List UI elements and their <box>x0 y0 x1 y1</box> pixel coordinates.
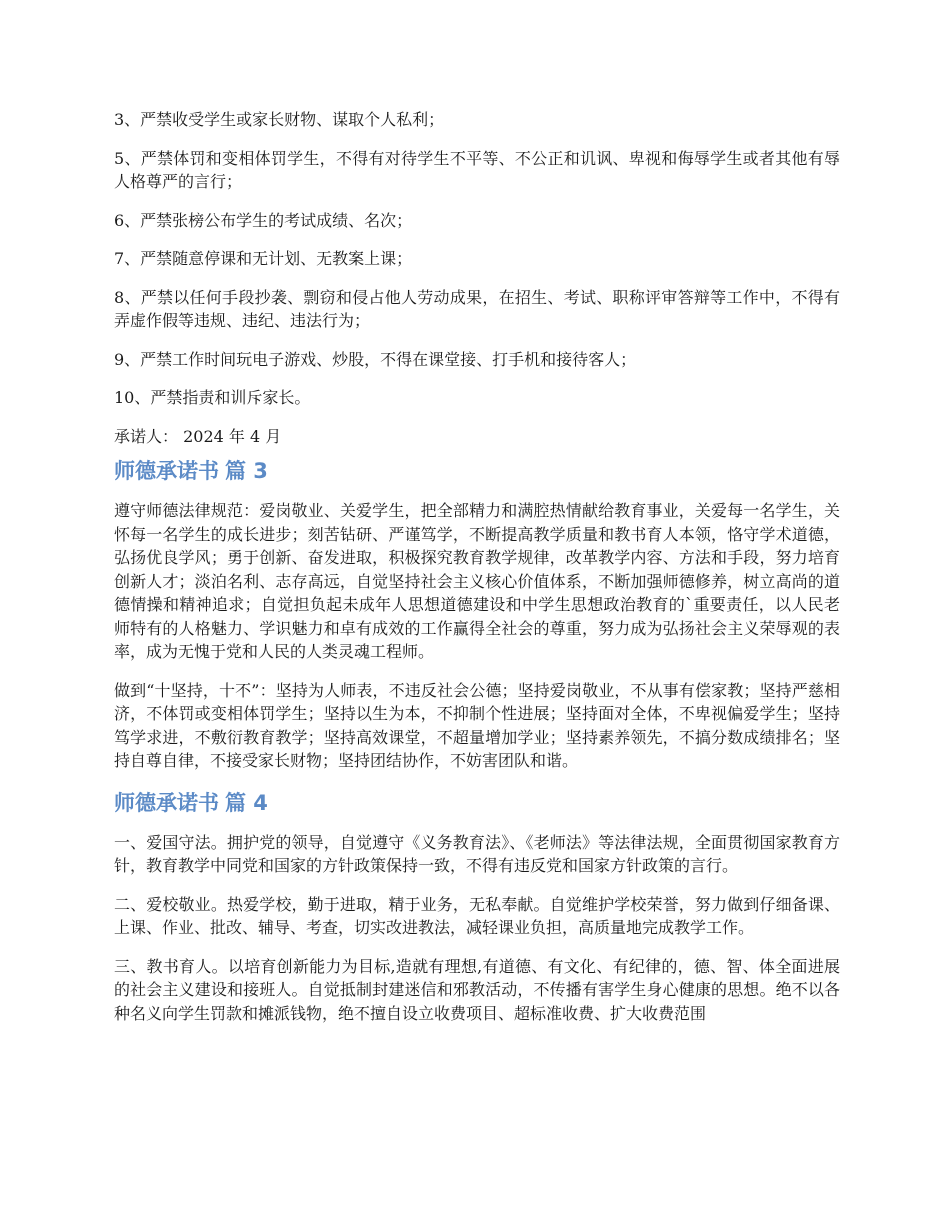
section-4-paragraph-3: 三、教书育人。以培育创新能力为目标,造就有理想,有道德、有文化、有纪律的，德、智、体全面进展的社会主义建设和接班人。自觉抵制封建迷信和邪教活动，不传播有害学生身心健康的思想。绝不以各种名义向学生罚款和摊派钱物，绝不擅自设立收费项目、超标准收费、扩大收费范围 <box>114 956 840 1023</box>
section-3-title: 师德承诺书 <box>114 459 219 483</box>
prohibition-item-5: 5、严禁体罚和变相体罚学生，不得有对待学生不平等、不公正和讥讽、卑视和侮辱学生或者其他有辱人格尊严的言行； <box>114 148 840 191</box>
prohibition-item-9: 9、严禁工作时间玩电子游戏、炒股，不得在课堂接、打手机和接待客人； <box>114 349 637 369</box>
signature-line: 承诺人： 2024 年 4 月 <box>114 426 282 446</box>
prohibition-item-7: 7、严禁随意停课和无计划、无教案上课； <box>114 249 413 268</box>
section-4-part: 篇 4 <box>225 790 268 815</box>
section-3-paragraph-1: 遵守师德法律规范：爱岗敬业、关爱学生，把全部精力和满腔热情献给教育事业，关爱每一名学生，关怀每一名学生的成长进步；刻苦钻研、严谨笃学，不断提高教学质量和教书育人本领，恪守学术道德，弘扬优良学风；勇于创新、奋发进取，积极探究教育教学规律，改革教学内容、方法和手段，努力培育创新人才；淡泊名利、志存高远，自觉坚持社会主义核心价值体系，不断加强师德修养，树立高尚的道德情操和精神追求；自觉担负起未成年人思想道德建设和中学生思想政治教育的`重要责任，以人民老师特有的人格魅力、学识魅力和卓有成效的工作赢得全社会的尊重，努力成为弘扬社会主义荣辱观的表率，成为无愧于党和人民的人类灵魂工程师。 <box>114 501 840 661</box>
prohibition-item-6: 6、严禁张榜公布学生的考试成绩、名次； <box>114 210 413 230</box>
prohibition-item-10: 10、严禁指责和训斥家长。 <box>114 388 311 407</box>
section-4-title: 师德承诺书 <box>114 790 219 815</box>
section-3-heading <box>114 456 840 486</box>
document-page <box>114 108 840 1040</box>
section-4-paragraph-1: 一、爱国守法。拥护党的领导，自觉遵守《义务教育法》、《老师法》等法律法规，全面贯彻国家教育方针，教育教学中同党和国家的方针政策保持一致，不得有违反党和国家方针政策的言行。 <box>114 832 840 875</box>
section-3-paragraph-2: 做到“十坚持，十不”：坚持为人师表，不违反社会公德；坚持爱岗敬业，不从事有偿家教；坚持严慈相济，不体罚或变相体罚学生；坚持以生为本，不抑制个性进展；坚持面对全体，不卑视偏爱学生；坚持笃学求进，不敷衍教育教学；坚持高效课堂，不超量增加学业；坚持素养领先，不搞分数成绩排名；坚持自尊自律，不接受家长财物；坚持团结协作，不妨害团队和谐。 <box>114 680 840 770</box>
section-3-part: 篇 3 <box>225 459 268 483</box>
prohibition-item-8: 8、严禁以任何手段抄袭、剽窃和侵占他人劳动成果，在招生、考试、职称评审答辩等工作中，不得有弄虚作假等违规、违纪、违法行为； <box>114 287 840 330</box>
prohibition-item-3: 3、严禁收受学生或家长财物、谋取个人私利； <box>114 110 445 129</box>
section-4-paragraph-2: 二、爱校敬业。热爱学校，勤于进取，精于业务，无私奉献。自觉维护学校荣誉，努力做到仔细备课、上课、作业、批改、辅导、考查，切实改进教法，减轻课业负担，高质量地完成教学工作。 <box>114 894 840 937</box>
section-4-heading <box>114 788 840 818</box>
